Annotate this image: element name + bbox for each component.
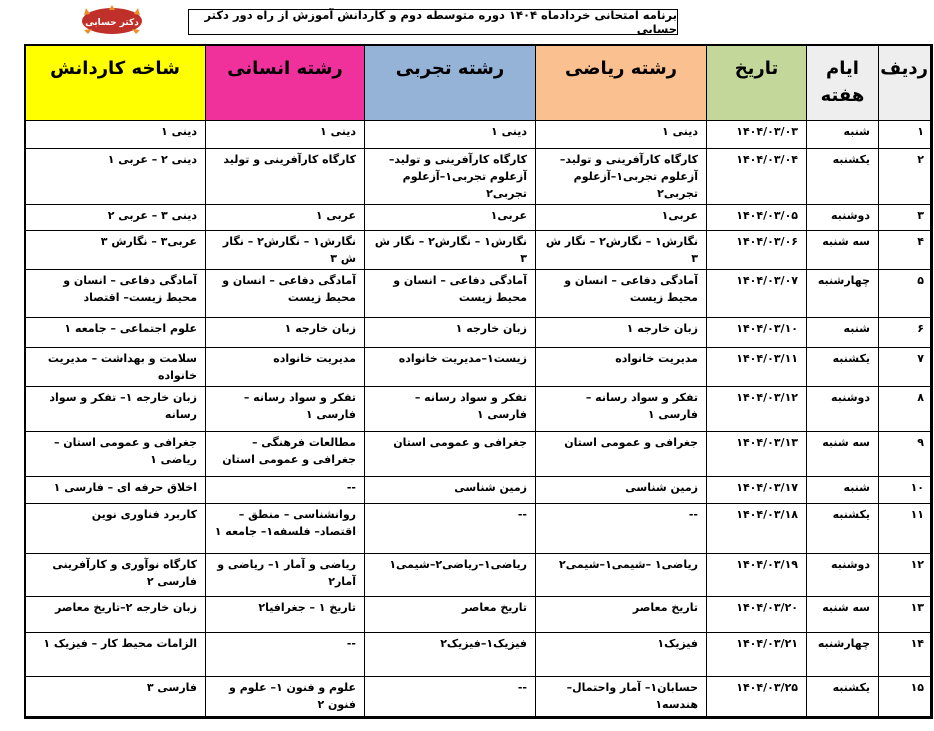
weekday-cell: یکشنبه — [807, 504, 879, 554]
experimental-exam-cell: کارگاه کارآفرینی و تولید– آزعلوم تجربی۱–آزعلوم تجربی۲ — [365, 149, 536, 205]
experimental-exam-cell: ریاضی۱–ریاضی۲–شیمی۱ — [365, 554, 536, 597]
experimental-exam-cell: زبان خارجه ۱ — [365, 318, 536, 348]
humanities-exam-cell: نگارش۱ – نگارش۲ – نگار ش ۳ — [206, 231, 365, 270]
row-number-cell: ۹ — [879, 432, 933, 477]
weekday-cell: چهارشنبه — [807, 633, 879, 677]
table-row — [25, 504, 933, 554]
exam-date-cell: ۱۴۰۴/۰۳/۰۳ — [707, 121, 807, 149]
experimental-exam-cell: فیزیک۱–فیزیک۲ — [365, 633, 536, 677]
kardanesh-exam-cell: زبان خارجه ۲–تاریخ معاصر — [25, 597, 206, 633]
kardanesh-exam-cell: دینی ۱ — [25, 121, 206, 149]
header-math: رشته ریاضی — [536, 45, 707, 121]
header-weekday: ایام هفته — [807, 45, 879, 121]
exam-date-cell: ۱۴۰۴/۰۳/۰۴ — [707, 149, 807, 205]
table-row — [25, 270, 933, 318]
exam-schedule-table — [24, 44, 933, 719]
row-number-cell: ۶ — [879, 318, 933, 348]
table-row — [25, 205, 933, 231]
table-row — [25, 149, 933, 205]
math-exam-cell: فیزیک۱ — [536, 633, 707, 677]
humanities-exam-cell: مدیریت خانواده — [206, 348, 365, 387]
weekday-cell: دوشنبه — [807, 387, 879, 432]
header-kardanesh: شاخه کاردانش — [25, 45, 206, 121]
row-number-cell: ۳ — [879, 205, 933, 231]
kardanesh-exam-cell: آمادگی دفاعی – انسان و محیط زیست– اقتصاد — [25, 270, 206, 318]
header-date: تاریخ — [707, 45, 807, 121]
weekday-cell: چهارشنبه — [807, 270, 879, 318]
kardanesh-exam-cell: عربی۳ – نگارش ۳ — [25, 231, 206, 270]
page-title: برنامه امتحانی خردادماه ۱۴۰۴ دوره متوسطه دوم و کاردانش آموزش از راه دور دکتر حسابی — [188, 9, 678, 35]
table-row — [25, 597, 933, 633]
humanities-exam-cell: آمادگی دفاعی – انسان و محیط زیست — [206, 270, 365, 318]
weekday-cell: دوشنبه — [807, 205, 879, 231]
math-exam-cell: کارگاه کارآفرینی و تولید– آزعلوم تجربی۱–آزعلوم تجربی۲ — [536, 149, 707, 205]
experimental-exam-cell: نگارش۱ – نگارش۲ – نگار ش ۳ — [365, 231, 536, 270]
kardanesh-exam-cell: سلامت و بهداشت – مدیریت خانواده — [25, 348, 206, 387]
exam-date-cell: ۱۴۰۴/۰۳/۱۰ — [707, 318, 807, 348]
row-number-cell: ۷ — [879, 348, 933, 387]
row-number-cell: ۱۲ — [879, 554, 933, 597]
math-exam-cell: ریاضی۱ –شیمی۱–شیمی۲ — [536, 554, 707, 597]
math-exam-cell: تفکر و سواد رسانه – فارسی ۱ — [536, 387, 707, 432]
humanities-exam-cell: روانشناسی – منطق – اقتصاد– فلسفه۱– جامعه ۱ — [206, 504, 365, 554]
math-exam-cell: نگارش۱ – نگارش۲ – نگار ش ۳ — [536, 231, 707, 270]
header-humanities: رشته انسانی — [206, 45, 365, 121]
math-exam-cell: حسابان۱– آمار واحتمال– هندسه۱ — [536, 677, 707, 719]
exam-date-cell: ۱۴۰۴/۰۳/۰۵ — [707, 205, 807, 231]
logo-text: دکتر حسابی — [85, 18, 139, 28]
math-exam-cell: عربی۱ — [536, 205, 707, 231]
row-number-cell: ۴ — [879, 231, 933, 270]
humanities-exam-cell: کارگاه کارآفرینی و تولید — [206, 149, 365, 205]
humanities-exam-cell: تاریخ ۱ – جغرافیا۲ — [206, 597, 365, 633]
humanities-exam-cell: -- — [206, 477, 365, 504]
humanities-exam-cell: زبان خارجه ۱ — [206, 318, 365, 348]
humanities-exam-cell: ریاضی و آمار ۱– ریاضی و آمار۲ — [206, 554, 365, 597]
row-number-cell: ۵ — [879, 270, 933, 318]
row-number-cell: ۱۳ — [879, 597, 933, 633]
row-number-cell: ۸ — [879, 387, 933, 432]
experimental-exam-cell: تفکر و سواد رسانه – فارسی ۱ — [365, 387, 536, 432]
table-row — [25, 633, 933, 677]
humanities-exam-cell: مطالعات فرهنگی – جغرافی و عمومی استان — [206, 432, 365, 477]
humanities-exam-cell: دینی ۱ — [206, 121, 365, 149]
header-experimental: رشته تجربی — [365, 45, 536, 121]
exam-date-cell: ۱۴۰۴/۰۳/۱۹ — [707, 554, 807, 597]
exam-date-cell: ۱۴۰۴/۰۳/۰۶ — [707, 231, 807, 270]
exam-date-cell: ۱۴۰۴/۰۳/۱۷ — [707, 477, 807, 504]
table-row — [25, 121, 933, 149]
experimental-exam-cell: آمادگی دفاعی – انسان و محیط زیست — [365, 270, 536, 318]
experimental-exam-cell: زمین شناسی — [365, 477, 536, 504]
weekday-cell: سه شنبه — [807, 597, 879, 633]
table-row — [25, 677, 933, 719]
weekday-cell: سه شنبه — [807, 432, 879, 477]
exam-date-cell: ۱۴۰۴/۰۳/۲۵ — [707, 677, 807, 719]
weekday-cell: یکشنبه — [807, 348, 879, 387]
humanities-exam-cell: علوم و فنون ۱– علوم و فنون ۲ — [206, 677, 365, 719]
header-row — [25, 45, 933, 121]
table-row — [25, 554, 933, 597]
exam-date-cell: ۱۴۰۴/۰۳/۱۲ — [707, 387, 807, 432]
weekday-cell: یکشنبه — [807, 149, 879, 205]
experimental-exam-cell: زیست۱–مدیریت خانواده — [365, 348, 536, 387]
weekday-cell: دوشنبه — [807, 554, 879, 597]
table-row — [25, 387, 933, 432]
kardanesh-exam-cell: اخلاق حرفه ای – فارسی ۱ — [25, 477, 206, 504]
row-number-cell: ۱۵ — [879, 677, 933, 719]
kardanesh-exam-cell: کاربرد فناوری نوین — [25, 504, 206, 554]
math-exam-cell: تاریخ معاصر — [536, 597, 707, 633]
exam-date-cell: ۱۴۰۴/۰۳/۱۱ — [707, 348, 807, 387]
math-exam-cell: جغرافی و عمومی استان — [536, 432, 707, 477]
row-number-cell: ۱۴ — [879, 633, 933, 677]
kardanesh-exam-cell: الزامات محیط کار – فیزیک ۱ — [25, 633, 206, 677]
table-row — [25, 348, 933, 387]
row-number-cell: ۱۰ — [879, 477, 933, 504]
kardanesh-exam-cell: زبان خارجه ۱– تفکر و سواد رسانه — [25, 387, 206, 432]
math-exam-cell: دینی ۱ — [536, 121, 707, 149]
kardanesh-exam-cell: دینی ۲ – عربی ۱ — [25, 149, 206, 205]
exam-date-cell: ۱۴۰۴/۰۳/۰۷ — [707, 270, 807, 318]
humanities-exam-cell: عربی ۱ — [206, 205, 365, 231]
header-row-number: ردیف — [879, 45, 933, 121]
experimental-exam-cell: عربی۱ — [365, 205, 536, 231]
row-number-cell: ۲ — [879, 149, 933, 205]
table-row — [25, 318, 933, 348]
kardanesh-exam-cell: کارگاه نوآوری و کارآفرینی فارسی ۲ — [25, 554, 206, 597]
row-number-cell: ۱۱ — [879, 504, 933, 554]
humanities-exam-cell: -- — [206, 633, 365, 677]
math-exam-cell: زبان خارجه ۱ — [536, 318, 707, 348]
weekday-cell: شنبه — [807, 318, 879, 348]
math-exam-cell: آمادگی دفاعی – انسان و محیط زیست — [536, 270, 707, 318]
kardanesh-exam-cell: فارسی ۳ — [25, 677, 206, 719]
experimental-exam-cell: -- — [365, 504, 536, 554]
table-row — [25, 477, 933, 504]
humanities-exam-cell: تفکر و سواد رسانه – فارسی ۱ — [206, 387, 365, 432]
kardanesh-exam-cell: دینی ۳ – عربی ۲ — [25, 205, 206, 231]
table-row — [25, 432, 933, 477]
experimental-exam-cell: -- — [365, 677, 536, 719]
experimental-exam-cell: جغرافی و عمومی استان — [365, 432, 536, 477]
kardanesh-exam-cell: جغرافی و عمومی استان – ریاضی ۱ — [25, 432, 206, 477]
kardanesh-exam-cell: علوم اجتماعی – جامعه ۱ — [25, 318, 206, 348]
experimental-exam-cell: تاریخ معاصر — [365, 597, 536, 633]
weekday-cell: یکشنبه — [807, 677, 879, 719]
experimental-exam-cell: دینی ۱ — [365, 121, 536, 149]
exam-date-cell: ۱۴۰۴/۰۳/۲۰ — [707, 597, 807, 633]
weekday-cell: سه شنبه — [807, 231, 879, 270]
table-row — [25, 231, 933, 270]
row-number-cell: ۱ — [879, 121, 933, 149]
exam-date-cell: ۱۴۰۴/۰۳/۱۳ — [707, 432, 807, 477]
exam-date-cell: ۱۴۰۴/۰۳/۲۱ — [707, 633, 807, 677]
math-exam-cell: -- — [536, 504, 707, 554]
logo — [80, 4, 144, 38]
math-exam-cell: زمین شناسی — [536, 477, 707, 504]
math-exam-cell: مدیریت خانواده — [536, 348, 707, 387]
exam-date-cell: ۱۴۰۴/۰۳/۱۸ — [707, 504, 807, 554]
weekday-cell: شنبه — [807, 121, 879, 149]
weekday-cell: شنبه — [807, 477, 879, 504]
